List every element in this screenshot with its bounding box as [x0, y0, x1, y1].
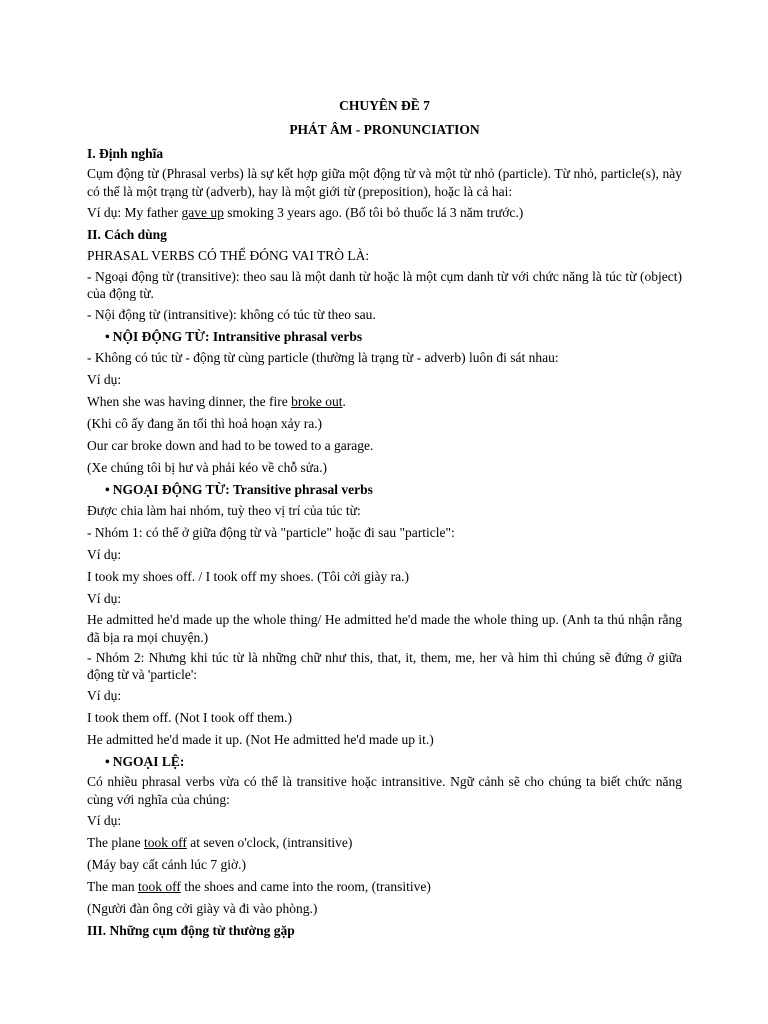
example-sentence — [87, 392, 682, 411]
transitive-subheading — [87, 480, 682, 499]
exception-paragraph: Có nhiều phrasal verbs vừa có thể là transitive hoặc intransitive. Ngữ cảnh sẽ cho chúng ta biết chức năng cùng với nghĩa của chúng: — [87, 774, 682, 807]
example-text-end: . — [342, 394, 346, 409]
example-sentence — [87, 877, 682, 896]
transitive-intro: Được chia làm hai nhóm, tuỳ theo vị trí của túc từ: — [87, 503, 361, 518]
example-text-end: the shoes and came into the room, (transitive) — [180, 878, 431, 894]
example-label: Ví dụ: — [87, 372, 122, 387]
section-3-heading: III. Những cụm động từ thường gặp — [87, 922, 295, 938]
usage-intro: PHRASAL VERBS CÓ THỂ ĐÓNG VAI TRÒ LÀ: — [87, 247, 370, 263]
document-title: CHUYÊN ĐỀ 7 — [339, 98, 430, 113]
example-underlined-verb: gave up — [181, 204, 224, 220]
group-2-rule: - Nhóm 2: Nhưng khi túc từ là những chữ như this, that, it, them, me, her và him thì chúng sẽ đứng ở giữa động từ và 'particle': — [87, 649, 682, 682]
bullet-icon: • — [105, 754, 110, 769]
example-sentence: He admitted he'd made up the whole thing/ He admitted he'd made the whole thing up. (Anh ta thú nhận rằng đã bịa ra mọi chuyện.) — [87, 612, 682, 645]
example-text: The man — [87, 878, 138, 894]
intransitive-subheading — [87, 327, 682, 346]
group-1-rule: - Nhóm 1: có thể ở giữa động từ và "particle" hoặc đi sau "particle": — [87, 525, 455, 540]
exception-subheading-text: NGOẠI LỆ: — [112, 754, 185, 769]
intransitive-definition: - Nội động từ (intransitive): không có túc từ theo sau. — [87, 307, 376, 322]
example-underlined-verb: took off — [137, 878, 181, 894]
example-text: The plane — [87, 834, 144, 850]
example-text: Ví dụ: My father — [87, 204, 182, 220]
example-label: Ví dụ: — [87, 688, 122, 703]
example-underlined-verb: took off — [143, 834, 187, 850]
example-label: Ví dụ: — [87, 591, 122, 606]
example-translation: (Khi cô ấy đang ăn tối thì hoả hoạn xảy ra.) — [87, 416, 323, 431]
example-translation: (Xe chúng tôi bị hư và phải kéo về chỗ sửa.) — [87, 460, 327, 475]
example-translation: (Máy bay cất cánh lúc 7 giờ.) — [87, 856, 246, 872]
example-sentence: I took my shoes off. / I took off my shoes. (Tôi cởi giày ra.) — [87, 569, 409, 584]
definition-example — [87, 203, 682, 222]
exception-subheading — [87, 752, 682, 771]
example-sentence: He admitted he'd made it up. (Not He admitted he'd made up it.) — [87, 732, 434, 747]
transitive-definition: - Ngoại động từ (transitive): theo sau là một danh từ hoặc là một cụm danh từ với chức năng là túc từ (object) của động từ. — [87, 268, 682, 301]
intransitive-rule: - Không có túc từ - động từ cùng particle (thường là trạng từ - adverb) luôn đi sát nhau: — [87, 350, 559, 365]
example-label: Ví dụ: — [87, 547, 122, 562]
example-text: When she was having dinner, the fire — [87, 394, 292, 409]
example-sentence: Our car broke down and had to be towed to a garage. — [87, 438, 374, 453]
example-text-end: at seven o'clock, (intransitive) — [186, 834, 353, 850]
example-translation: (Người đàn ông cởi giày và đi vào phòng.) — [87, 900, 318, 916]
section-2-heading: II. Cách dùng — [87, 226, 167, 242]
example-text-end: smoking 3 years ago. (Bố tôi bỏ thuốc lá 3 năm trước.) — [223, 204, 524, 220]
bullet-icon: • — [105, 329, 110, 344]
transitive-subheading-text: NGOẠI ĐỘNG TỪ: Transitive phrasal verbs — [112, 482, 373, 497]
example-sentence — [87, 833, 682, 852]
example-label: Ví dụ: — [87, 812, 122, 828]
document-subtitle: PHÁT ÂM - PRONUNCIATION — [289, 122, 480, 137]
definition-paragraph: Cụm động từ (Phrasal verbs) là sự kết hợp giữa một động từ và một từ nhỏ (particle). Từ nhỏ, particle(s), này có thể là một trạng từ (adverb), hay là một giới từ (preposition), hoặc là cả hai: — [87, 166, 682, 199]
intransitive-subheading-text: NỘI ĐỘNG TỪ: Intransitive phrasal verbs — [112, 329, 363, 344]
example-underlined-verb: broke out — [291, 394, 343, 409]
section-1-heading: I. Định nghĩa — [87, 146, 164, 161]
bullet-icon: • — [105, 482, 110, 497]
example-sentence: I took them off. (Not I took off them.) — [87, 710, 292, 725]
